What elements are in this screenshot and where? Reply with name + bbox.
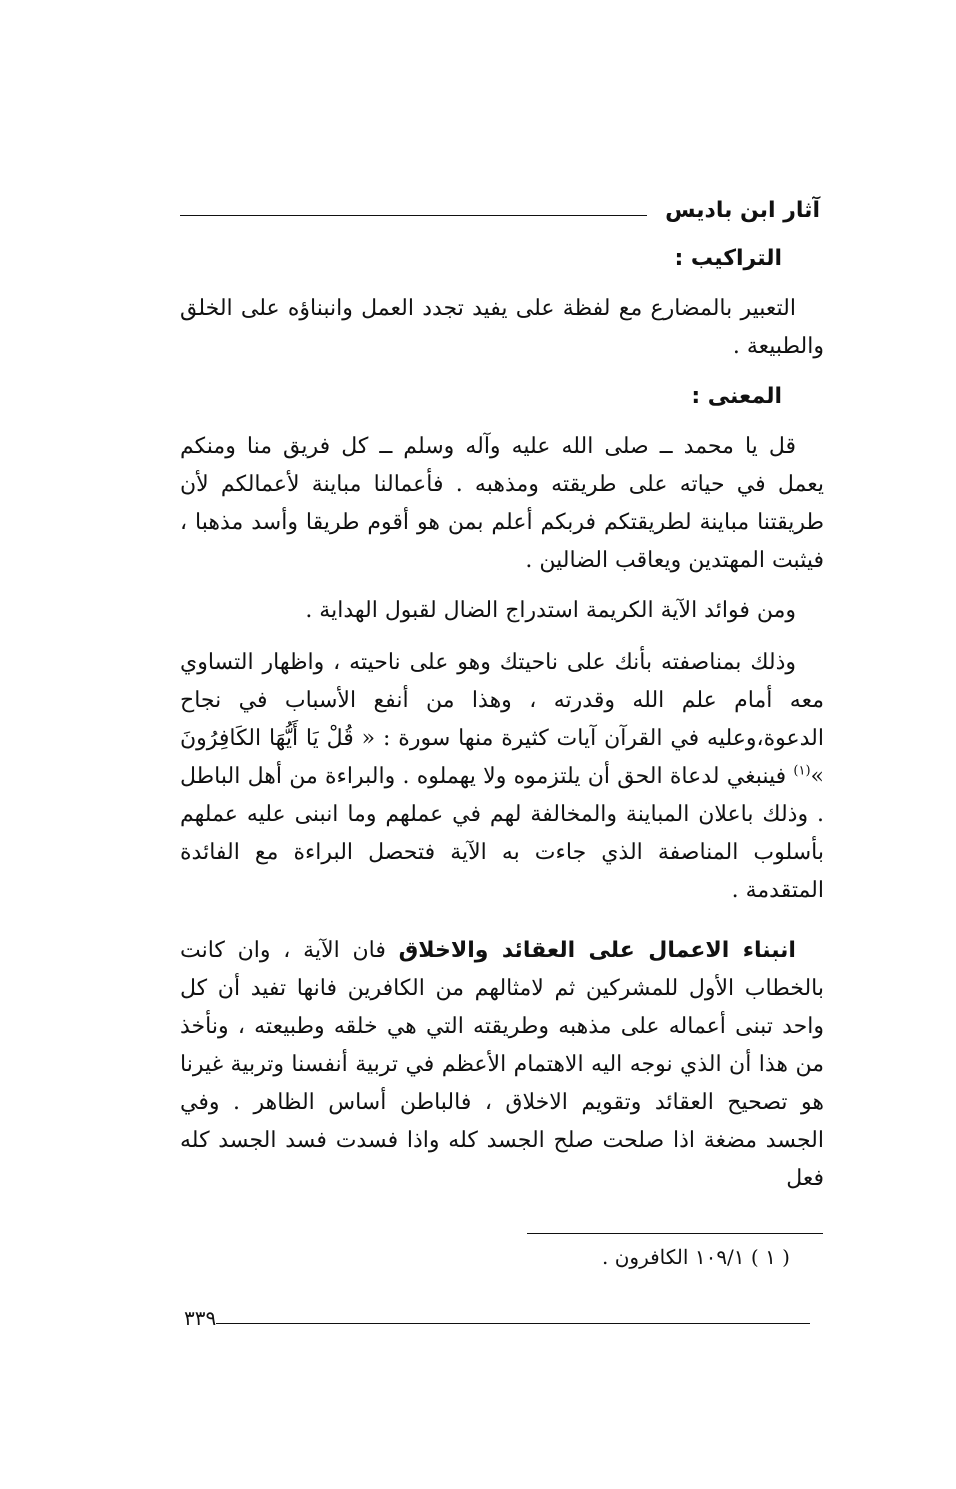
footnote-reference: (١)	[793, 763, 811, 779]
paragraph-maana-2: ومن فوائد الآية الكريمة استدراج الضال لقبول الهداية .	[305, 598, 796, 623]
heading-tarakib: التراكيب :	[674, 246, 782, 271]
heading-maana: المعنى :	[691, 384, 782, 409]
paragraph-maana-3-part-2: فينبغي لدعاة الحق أن يلتزموه ولا يهملوه . والبراءة من أهل الباطل . وذلك باعلان المباينة والمخالفة لهم في عملهم وما انبنى عليه عملهم بأسلوب المناصفة الذي جاءت به الآية فتحصل البراءة مع الفائدة المتقدمة .	[180, 764, 824, 903]
inbina-text: فان الآية ، وان كانت بالخطاب الأول للمشركين ثم لامثالهم من الكافرين فانها تفيد أن كل واحد تبنى أعماله على مذهبه وطريقته التي هي خلقه وطبيعته ، ونأخذ من هذا أن الذي نوجه اليه الاهتمام الأعظم في تربية أنفسنا وتربية غيرنا هو تصحيح العقائد وتقويم الاخلاق ، فالباطن أساس الظاهر . وفي الجسد مضغة اذا صلحت صلح الجسد كله واذا فسدت فسد الجسد كله فعل	[180, 938, 824, 1191]
running-title: آثار ابن باديس	[665, 197, 820, 223]
paragraph-maana-3-part-1: وذلك بمناصفته بأنك على ناحيتك وهو على ناحيته ، واظهار التساوي معه أمام علم الله وقدرته ، وهذا من أنفع الأسباب في نجاح الدعوة،وعليه في القرآن آيات كثيرة منها سورة : « قُلْ يَا أَيُّهَا الكَافِرُونَ »	[180, 650, 824, 789]
header-rule	[180, 215, 647, 216]
footnote: ( ١ ) ١٠٩/١ الكافرون .	[602, 1245, 790, 1269]
paragraph-inbina	[180, 932, 824, 1198]
footer-rule	[216, 1323, 810, 1324]
paragraph-tarakib: التعبير بالمضارع مع لفظة على يفيد تجدد العمل وانبناؤه على الخلق والطبيعة .	[180, 296, 824, 359]
footnote-rule	[527, 1233, 823, 1234]
inbina-bold-lead: انبناء الاعمال على العقائد والاخلاق	[398, 938, 796, 963]
page-footer	[180, 1298, 824, 1338]
page-number: ٣٣٩	[184, 1306, 217, 1330]
paragraph-maana-1: قل يا محمد ــ صلى الله عليه وآله وسلم ــ كل فريق منا ومنكم يعمل في حياته على طريقته ومذهبه . فأعمالنا مباينة لأعمالكم لأن طريقتنا مباينة لطريقتكم فربكم أعلم بمن هو أقوم طريقا وأسد مذهبا ، فيثبت المهتدين ويعاقب الضالين .	[180, 434, 824, 573]
running-header	[180, 190, 820, 230]
paragraph-maana-3	[180, 644, 824, 910]
main-text	[180, 240, 824, 1210]
